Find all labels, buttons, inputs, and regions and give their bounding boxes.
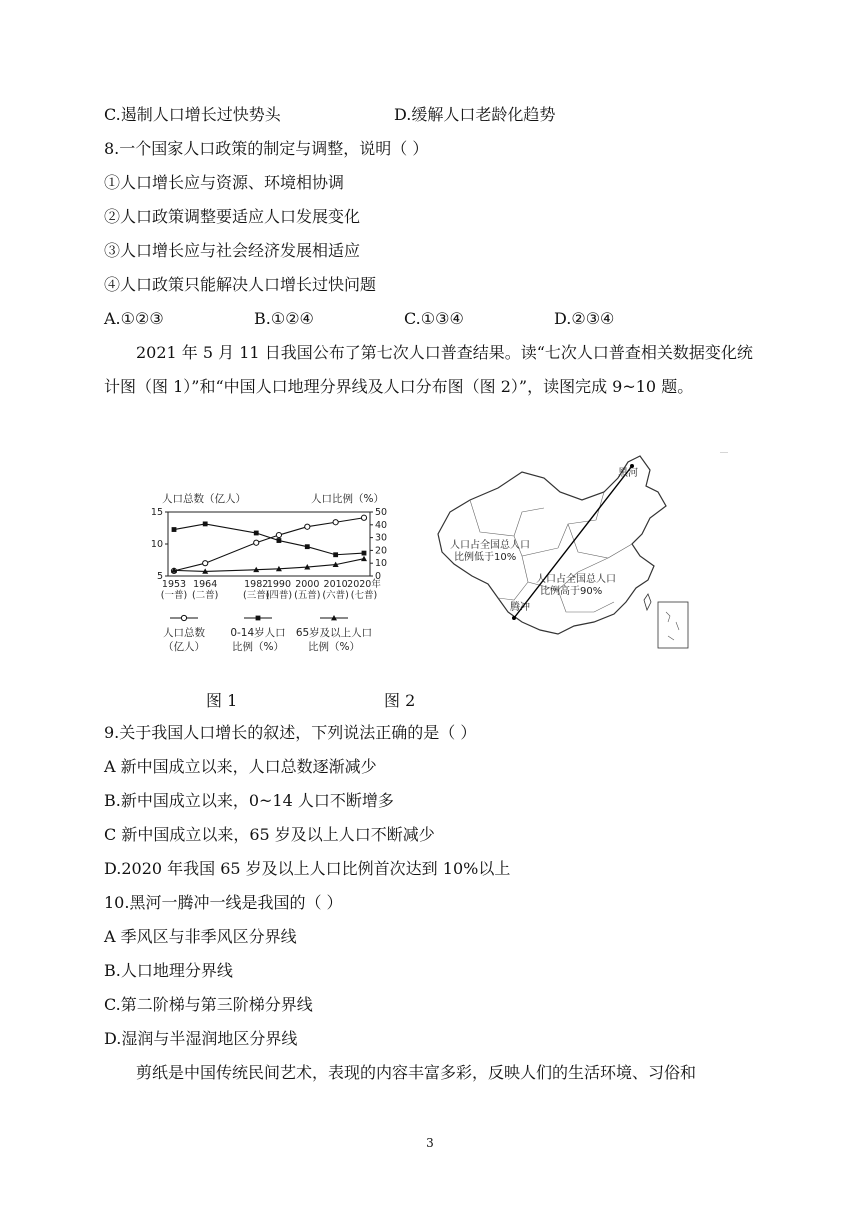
data-point-s2 — [362, 551, 367, 556]
census-label: (六普) — [322, 590, 349, 601]
right-tick-label: 0 — [375, 571, 382, 582]
data-point-s3 — [361, 556, 367, 561]
tengchong-point — [512, 616, 516, 620]
right-tick-label: 40 — [375, 519, 388, 531]
data-point-s1 — [276, 532, 281, 537]
east-label-line2: 比例高于90% — [540, 586, 603, 597]
x-tick-label: 2010 — [323, 579, 348, 590]
heihe-label: 黑河 — [618, 468, 638, 479]
data-point-s1 — [333, 520, 338, 525]
data-point-s2 — [277, 538, 282, 543]
q10-option-a: A 季风区与非季风区分界线 — [104, 927, 297, 946]
q10-option-d: D.湿润与半湿润地区分界线 — [104, 1029, 298, 1048]
census-label: (二普) — [191, 590, 219, 601]
east-label-line1: 人口占全国总人口 — [536, 574, 616, 585]
census-label: (五普) — [294, 590, 321, 601]
q9-option-b: B.新中国成立以来，0~14 人口不断增多 — [104, 791, 394, 810]
figure-1-caption: 图 1 — [206, 691, 238, 710]
x-tick-label: 1990 — [266, 579, 292, 590]
legend-label: 人口总数 — [163, 627, 205, 639]
series-line-2 — [174, 524, 364, 555]
x-tick-label: 2020年 — [347, 579, 381, 590]
right-tick-label: 20 — [375, 545, 388, 557]
left-tick-label: 10 — [150, 539, 163, 550]
legend-marker — [181, 615, 186, 620]
x-tick-label: 1964 — [193, 579, 218, 590]
q8-statement-4: ④人口政策只能解决人口增长过快问题 — [104, 275, 377, 294]
question-8: 8.一个国家人口政策的制定与调整，说明（ ） — [104, 139, 429, 158]
option-d: D.缓解人口老龄化趋势 — [394, 105, 556, 124]
question-9: 9.关于我国人口增长的叙述，下列说法正确的是（ ） — [104, 723, 477, 742]
x-tick-label: 2000 — [295, 579, 320, 590]
page-number: 3 — [426, 1136, 434, 1150]
question-10: 10.黑河一腾冲一线是我国的（ ） — [104, 893, 343, 912]
china-population-map — [418, 452, 728, 662]
tengchong-label: 腾冲 — [510, 602, 530, 613]
data-point-s2 — [254, 531, 259, 536]
legend-label: 65岁及以上人口 — [295, 627, 373, 639]
census-chart — [148, 490, 388, 662]
census-label: (三普) — [243, 590, 270, 601]
legend-marker — [256, 616, 261, 621]
right-tick-label: 30 — [375, 532, 388, 544]
q10-option-b: B.人口地理分界线 — [104, 961, 233, 980]
intro-paragraph: 2021 年 5 月 11 日我国公布了第七次人口普查结果。读“七次人口普查相关数据变化统计图（图 1）”和“中国人口地理分界线及人口分布图（图 2）”，读图完成 9~10 题。 — [104, 343, 753, 396]
data-point-s1 — [361, 515, 366, 520]
q10-option-c: C.第二阶梯与第三阶梯分界线 — [104, 995, 313, 1014]
x-tick-label: 1953 — [161, 579, 187, 590]
figure-2-caption: 图 2 — [384, 691, 416, 710]
south-sea-inset — [658, 602, 688, 648]
option-c: C.遏制人口增长过快势头 — [104, 105, 281, 124]
legend-label: 0-14岁人口 — [230, 627, 286, 639]
q8-option-a: A.①②③ — [104, 309, 164, 328]
census-label: (七普) — [350, 590, 378, 601]
data-point-s2 — [203, 522, 208, 527]
right-axis-label: 人口比例（%） — [311, 493, 384, 505]
legend-label: （亿人） — [163, 641, 205, 653]
data-point-s1 — [305, 524, 310, 529]
paper-cut-paragraph: 剪纸是中国传统民间艺术，表现的内容丰富多彩，反映人们的生活环境、习俗和 — [136, 1063, 697, 1082]
legend-label: 比例（%） — [232, 641, 284, 653]
data-point-s1 — [254, 540, 259, 545]
right-tick-label: 10 — [375, 558, 388, 570]
x-tick-label: 1982 — [244, 579, 269, 590]
q8-statement-1: ①人口增长应与资源、环境相协调 — [104, 173, 345, 192]
left-axis-label: 人口总数（亿人） — [162, 493, 246, 505]
q8-option-c: C.①③④ — [404, 309, 464, 328]
data-point-s2 — [333, 552, 338, 557]
q8-option-b: B.①②④ — [254, 309, 314, 328]
census-label: (四普) — [265, 590, 293, 601]
q9-option-a: A 新中国成立以来，人口总数逐渐减少 — [104, 757, 377, 776]
q8-statement-2: ②人口政策调整要适应人口发展变化 — [104, 207, 361, 226]
west-label-line1: 人口占全国总人口 — [450, 540, 530, 551]
census-label: (一普) — [160, 590, 188, 601]
right-tick-label: 50 — [375, 507, 388, 518]
q9-option-c: C 新中国成立以来，65 岁及以上人口不断减少 — [104, 825, 435, 844]
q8-statement-3: ③人口增长应与社会经济发展相适应 — [104, 241, 361, 260]
q9-option-d: D.2020 年我国 65 岁及以上人口比例首次达到 10%以上 — [104, 859, 511, 878]
data-point-s2 — [305, 544, 310, 549]
q8-option-d: D.②③④ — [554, 309, 615, 328]
data-point-s1 — [203, 561, 208, 566]
left-tick-label: 15 — [150, 507, 163, 518]
legend-label: 比例（%） — [308, 641, 360, 653]
taiwan-island — [644, 594, 651, 610]
west-label-line2: 比例低于10% — [454, 552, 517, 563]
data-point-s2 — [172, 527, 177, 532]
left-tick-label: 5 — [156, 571, 163, 582]
